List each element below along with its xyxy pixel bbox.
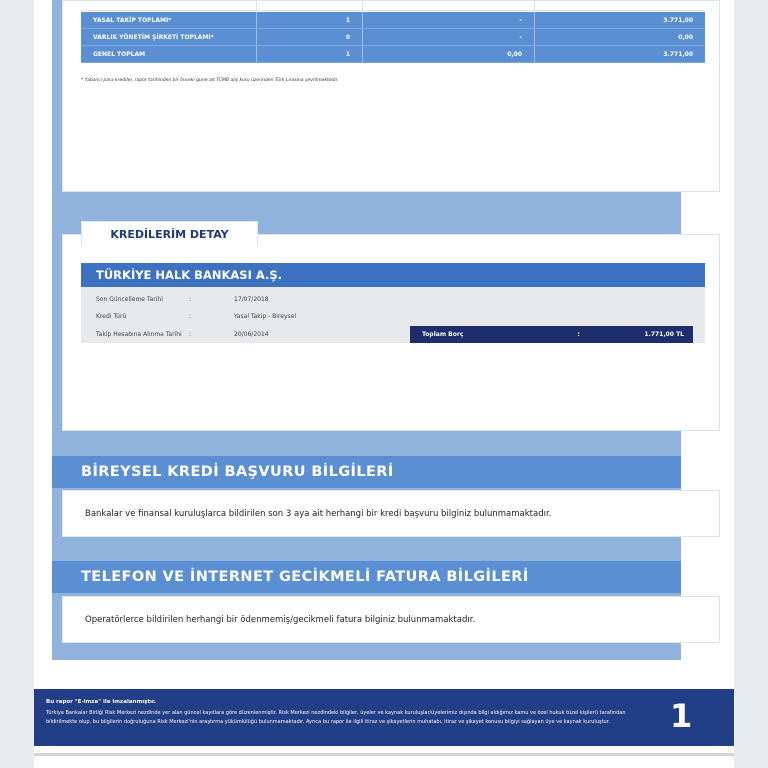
summary-footnote: * Yabancı para krediler, rapor tarihinden bir önceki gune ait TCMB alış kuru üzerinden Türk Lirasına çevrilmektedir. bbox=[81, 78, 339, 83]
row-limit: - bbox=[363, 12, 535, 28]
field-value-credit-type: Yasal Takip - Bireysel bbox=[234, 313, 297, 320]
footer-disclaimer: Türkiye Bankalar Birliği Risk Merkezi nezdinde yer alan güncel kayıtlara göre düzenlenmiştir. Risk Merkezi nezdindeki bilgiler, üyeler ve kaynak kuruluşlar/üyelerimiz dışında bilgi aldığımız kamu ve özel hukuk tüzel kişileri) tarafından bildirilmekte olup, bu bilgilerin doğruluğuna Risk Merkezi'nin araştırma yükümlülüğü bulunmamaktadır. Ayrıca bu rapor ile ilgili itiraz ve şikayetlerin muhatabı, itiraz ve şikayet konusu bilgiyi sağlayan üye ve kaynak kuruluştur. bbox=[46, 710, 626, 725]
field-value-follow-date: 20/06/2014 bbox=[234, 331, 269, 338]
row-label: GENEL TOPLAM bbox=[81, 46, 257, 62]
footer-esign-title: Bu rapor "E-imza" ile imzalanmıştır. bbox=[46, 699, 156, 705]
total-debt-value: 1.771,00 TL bbox=[644, 331, 684, 338]
row-risk: 0,00 bbox=[678, 33, 693, 41]
credit-detail-tab[interactable]: KREDİLERİM DETAY bbox=[81, 221, 258, 246]
field-sep: : bbox=[189, 331, 192, 338]
field-sep: : bbox=[189, 313, 192, 320]
field-label-follow-date: Takip Hesabına Alınma Tarihi bbox=[96, 331, 182, 338]
report-footer bbox=[34, 689, 734, 746]
section-text-overdue-bills: Operatörlerce bildirilen herhangi bir ödenmemiş/gecikmeli fatura bilginiz bulunmamaktadır. bbox=[62, 596, 720, 643]
row-risk: 3.771,00 bbox=[663, 16, 693, 24]
field-label-credit-type: Kredi Türü bbox=[96, 313, 127, 320]
total-debt-sep: : bbox=[577, 331, 580, 338]
row-risk: 3.771,00 bbox=[663, 50, 693, 58]
page-number: 1 bbox=[670, 697, 693, 735]
page-bottom-edge bbox=[34, 746, 734, 756]
row-count: 0 bbox=[257, 29, 363, 45]
row-label: YASAL TAKİP TOPLAMI* bbox=[81, 12, 257, 28]
section-title-credit-applications: BİREYSEL KREDİ BAŞVURU BİLGİLERİ bbox=[52, 456, 681, 488]
section-text-credit-applications: Bankalar ve finansal kuruluşlarca bildirilen son 3 aya ait herhangi bir kredi başvuru bilginiz bulunmamaktadır. bbox=[62, 490, 720, 537]
summary-table bbox=[81, 12, 705, 63]
summary-row-genel-toplam bbox=[81, 46, 705, 63]
row-limit: - bbox=[363, 29, 535, 45]
field-value-last-update: 17/07/2018 bbox=[234, 296, 269, 303]
total-debt-box bbox=[410, 326, 693, 343]
summary-row-yasal-takip bbox=[81, 12, 705, 29]
bank-name-header: TÜRKİYE HALK BANKASI A.Ş. bbox=[81, 263, 705, 287]
total-debt-label: Toplam Borç bbox=[422, 331, 464, 338]
field-sep: : bbox=[189, 296, 192, 303]
row-limit: 0,00 bbox=[363, 46, 535, 62]
row-count: 1 bbox=[257, 12, 363, 28]
row-count: 1 bbox=[257, 46, 363, 62]
row-label: VARLIK YÖNETİM ŞİRKETİ TOPLAMI* bbox=[81, 29, 257, 45]
field-label-last-update: Son Güncelleme Tarihi bbox=[96, 296, 163, 303]
summary-table-header bbox=[81, 0, 705, 11]
summary-row-varlik-yonetim bbox=[81, 29, 705, 46]
section-title-overdue-bills: TELEFON VE İNTERNET GECİKMELİ FATURA BİLGİLERİ bbox=[52, 561, 681, 593]
